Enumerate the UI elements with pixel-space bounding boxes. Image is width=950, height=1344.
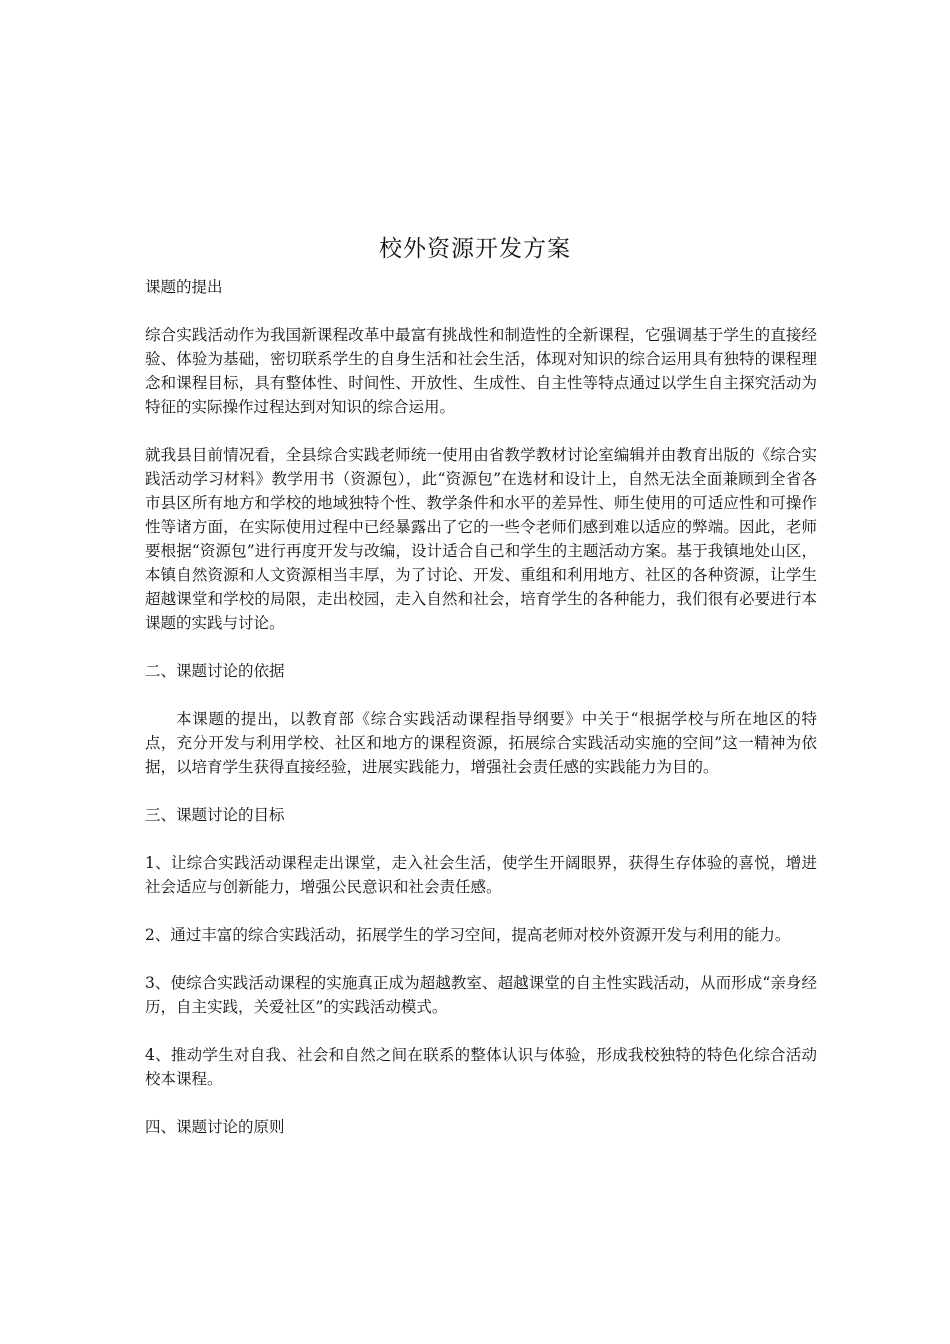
list-item: 3、使综合实践活动课程的实施真正成为超越教室、超越课堂的自主性实践活动，从而形成“亲身经历，自主实践，关爱社区”的实践活动模式。: [145, 974, 817, 1016]
section-heading: 四、课题讨论的原则: [145, 1118, 285, 1136]
list-item: 4、推动学生对自我、社会和自然之间在联系的整体认识与体验，形成我校独特的特色化综合活动校本课程。: [145, 1046, 817, 1088]
section-heading: 二、课题讨论的依据: [145, 662, 285, 680]
section-heading: 课题的提出: [145, 278, 223, 296]
paragraph: 本课题的提出，以教育部《综合实践活动课程指导纲要》中关于“根据学校与所在地区的特点，充分开发与利用学校、社区和地方的课程资源，拓展综合实践活动实施的空间”这一精神为依据，以培育学生获得直接经验，进展实践能力，增强社会责任感的实践能力为目的。: [145, 710, 817, 776]
section-heading: 三、课题讨论的目标: [145, 806, 285, 824]
document-body: [145, 275, 817, 1139]
document-title: 校外资源开发方案: [379, 236, 571, 262]
paragraph: 综合实践活动作为我国新课程改革中最富有挑战性和制造性的全新课程，它强调基于学生的直接经验、体验为基础，密切联系学生的自身生活和社会生活，体现对知识的综合运用具有独特的课程理念和课程目标，具有整体性、时间性、开放性、生成性、自主性等特点通过以学生自主探究活动为特征的实际操作过程达到对知识的综合运用。: [145, 326, 817, 416]
list-item: 1、让综合实践活动课程走出课堂，走入社会生活，使学生开阔眼界，获得生存体验的喜悦，增进社会适应与创新能力，增强公民意识和社会责任感。: [145, 854, 817, 896]
paragraph: 就我县目前情况看，全县综合实践老师统一使用由省教学教材讨论室编辑并由教育出版的《综合实践活动学习材料》教学用书（资源包），此“资源包”在选材和设计上，自然无法全面兼顾到全省各市县区所有地方和学校的地域独特个性、教学条件和水平的差异性、师生使用的可适应性和可操作性等诸方面，在实际使用过程中已经暴露出了它的一些令老师们感到难以适应的弊端。因此，老师要根据“资源包”进行再度开发与改编，设计适合自己和学生的主题活动方案。基于我镇地处山区，本镇自然资源和人文资源相当丰厚，为了讨论、开发、重组和利用地方、社区的各种资源，让学生超越课堂和学校的局限，走出校园，走入自然和社会，培育学生的各种能力，我们很有必要进行本课题的实践与讨论。: [145, 446, 817, 632]
list-item: 2、通过丰富的综合实践活动，拓展学生的学习空间，提高老师对校外资源开发与利用的能力。: [145, 926, 791, 944]
